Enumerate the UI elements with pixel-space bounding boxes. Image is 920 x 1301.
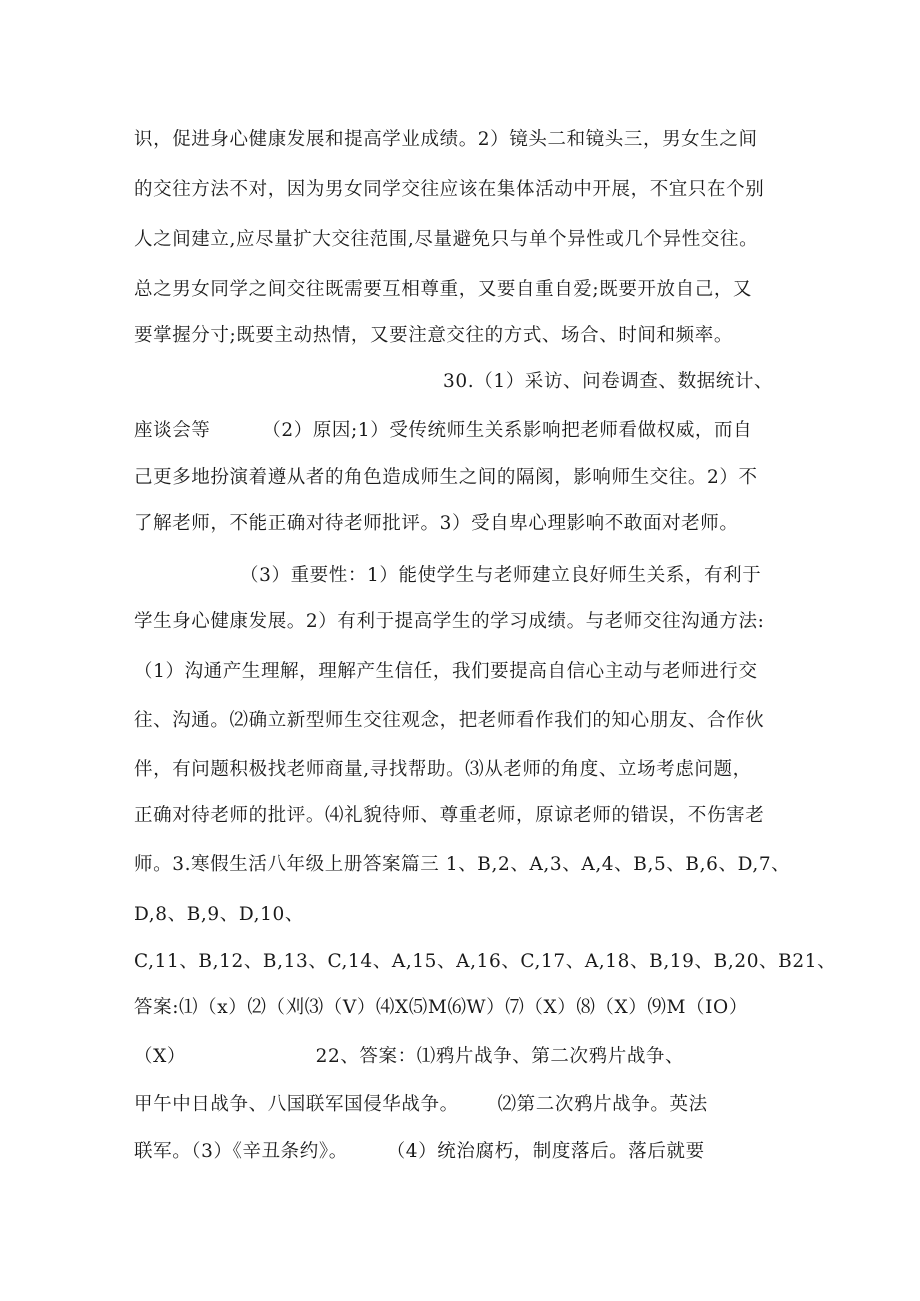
text-line: （1）沟通产生理解，理解产生信任，我们要提高自信心主动与老师进行交 <box>134 661 758 682</box>
text-line: 座谈会等 （2）原因;1）受传统师生关系影响把老师看做权威，而自 <box>134 420 753 441</box>
text-line: 己更多地扮演着遵从者的角色造成师生之间的隔阂，影响师生交往。2）不 <box>134 467 758 488</box>
text-line: 学生身心健康发展。2）有利于提高学生的学习成绩。与老师交往沟通方法: <box>134 611 765 632</box>
text-line: 伴，有问题积极找老师商量,寻找帮助。⑶从老师的角度、立场考虑问题， <box>134 759 752 780</box>
text-line: （3）重要性：1）能使学生与老师建立良好师生关系，有利于 <box>240 565 762 586</box>
text-line: 的交往方法不对，因为男女同学交往应该在集体活动中开展，不宜只在个别 <box>134 179 765 200</box>
text-line: 正确对待老师的批评。⑷礼貌待师、尊重老师，原谅老师的错误，不伤害老 <box>134 805 765 826</box>
text-line: 识，促进身心健康发展和提高学业成绩。2）镜头二和镜头三，男女生之间 <box>134 129 758 150</box>
text-line: 总之男女同学之间交往既需要互相尊重，又要自重自爱;既要开放自己，又 <box>134 279 753 300</box>
text-line: 师。3.寒假生活八年级上册答案篇三 1、B,2、A,3、A,4、B,5、B,6、D,7、 <box>134 854 791 875</box>
text-line: D,8、B,9、D,10、 <box>134 904 304 925</box>
text-line: 联军。（3）《辛丑条约》。 （4）统治腐朽，制度落后。落后就要 <box>134 1141 705 1162</box>
text-line: C,11、B,12、B,13、C,14、A,15、A,16、C,17、A,18、B,19、B,20、B21、 <box>134 951 837 972</box>
text-line: 答案:⑴（x）⑵（刈⑶（V）⑷X⑸M⑹W）⑺（X）⑻（X）⑼M（IO） <box>134 997 748 1018</box>
text-line: （X） 22、答案：⑴鸦片战争、第二次鸦片战争、 <box>134 1046 685 1067</box>
text-line: 往、沟通。⑵确立新型师生交往观念，把老师看作我们的知心朋友、合作伙 <box>134 710 765 731</box>
text-line: 人之间建立,应尽量扩大交往范围,尽量避免只与单个异性或几个异性交往。 <box>134 229 759 250</box>
text-line: 要掌握分寸;既要主动热情，又要注意交往的方式、场合、时间和频率。 <box>134 325 733 346</box>
text-line: 30.（1）采访、问卷调查、数据统计、 <box>443 371 774 392</box>
text-line: 了解老师，不能正确对待老师批评。3）受自卑心理影响不敢面对老师。 <box>134 513 739 534</box>
text-line: 甲午中日战争、八国联军国侵华战争。 ⑵第二次鸦片战争。英法 <box>134 1094 708 1115</box>
